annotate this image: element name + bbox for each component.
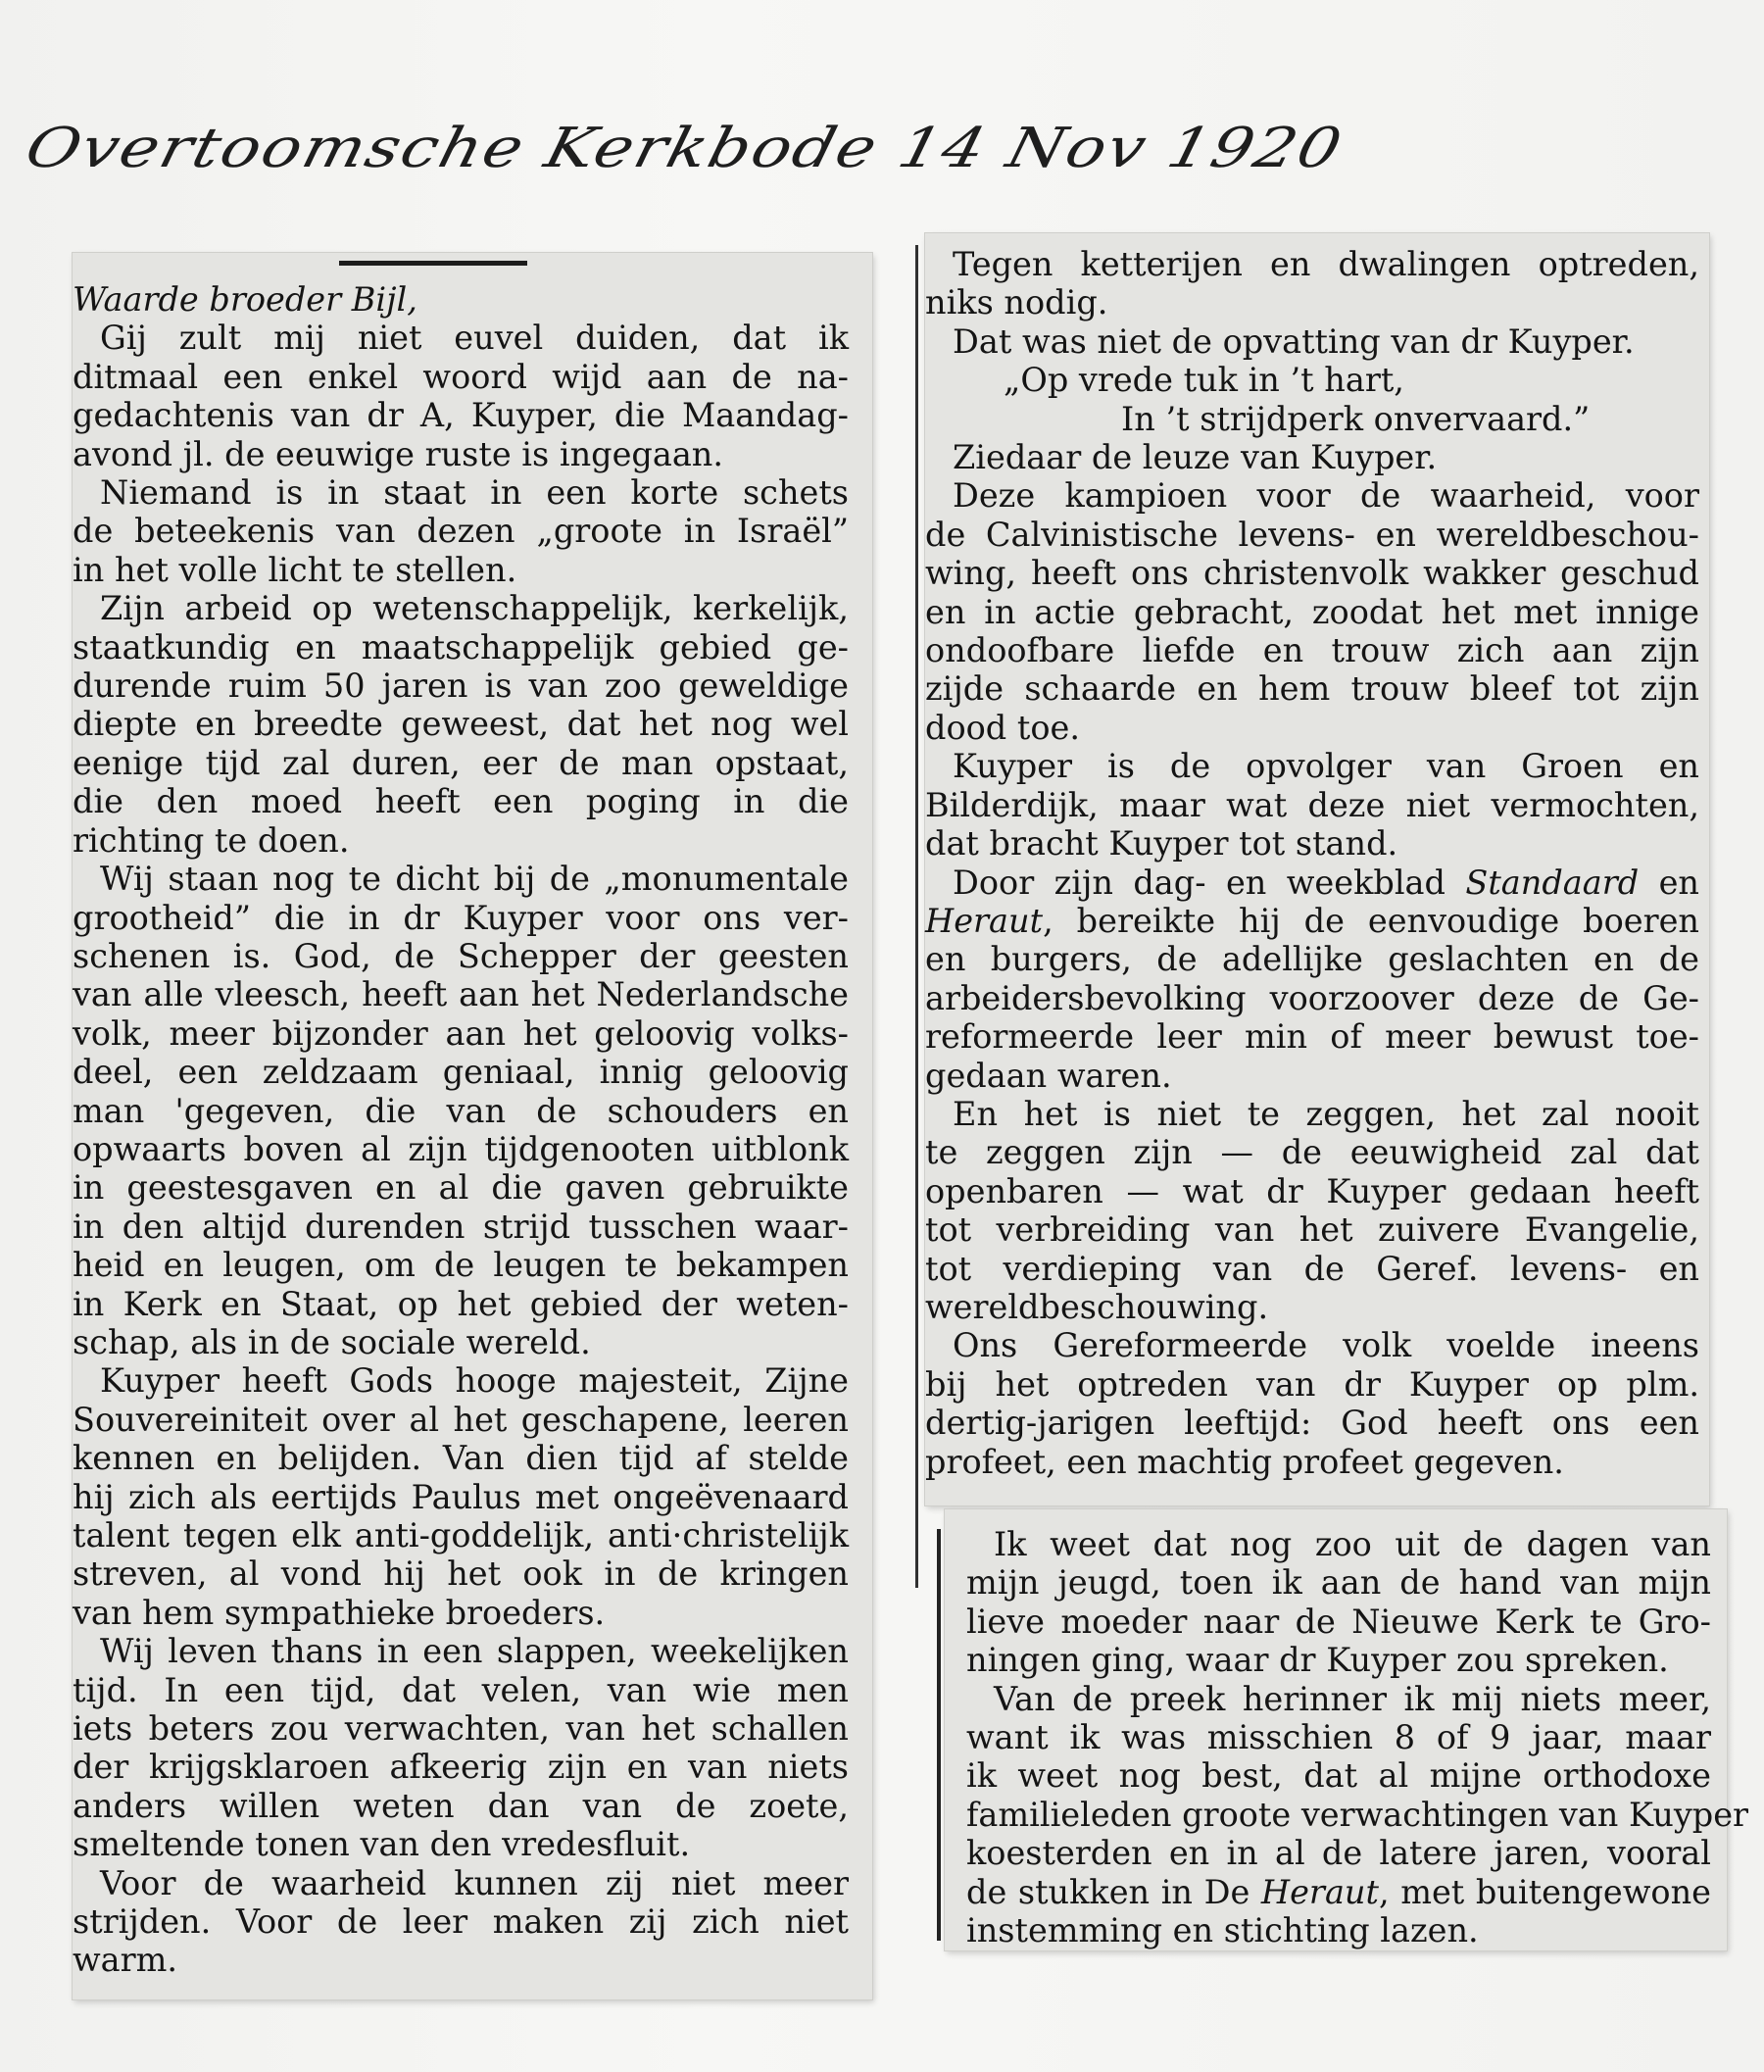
clipping-left-column <box>73 253 872 1999</box>
text-line: Niemand is in staat in een korte schets <box>100 473 849 513</box>
text-line: van hem sympathieke broeders. <box>73 1593 606 1632</box>
text-line: Dat was niet de opvatting van dr Kuyper. <box>953 321 1635 361</box>
left-column-lines <box>73 319 849 1979</box>
text-line: zijde schaarde en hem trouw bleef tot zijn <box>925 669 1699 709</box>
text-line: en in actie gebracht, zoodat het met innige <box>925 592 1699 631</box>
clipping-right-top <box>925 233 1709 1505</box>
text-line: wing, heeft ons christenvolk wakker geschud <box>925 554 1699 593</box>
text-line: dat bracht Kuyper tot stand. <box>925 824 1398 863</box>
text-line: Deze kampioen voor de waarheid, voor <box>953 476 1699 516</box>
text-line: avond jl. de eeuwige ruste is ingegaan. <box>73 434 724 473</box>
text-line: want ik was misschien 8 of 9 jaar, maar <box>966 1718 1711 1757</box>
text-line: te zeggen zijn — de eeuwigheid zal dat <box>925 1133 1699 1172</box>
text-line: en burgers, de adellijke geslachten en de <box>925 940 1699 979</box>
text-line: heid en leugen, om de leugen te bekampen <box>73 1246 849 1285</box>
text-line: bij het optreden van dr Kuyper op plm. <box>925 1364 1699 1404</box>
text-line: de beteekenis van dezen „groote in Israël” <box>73 512 849 551</box>
right-top-text <box>925 245 1699 1481</box>
text-line: Voor de waarheid kunnen zij niet meer <box>100 1863 849 1902</box>
text-line: deel, een zeldzaam geniaal, innig geloovig <box>73 1053 849 1092</box>
text-line: tijd. In een tijd, dat velen, van wie men <box>73 1670 849 1709</box>
text-line: Kuyper heeft Gods hooge majesteit, Zijne <box>100 1361 849 1401</box>
text-line: mijn jeugd, toen ik aan de hand van mijn <box>966 1563 1711 1603</box>
text-line: En het is niet te zeggen, het zal nooit <box>953 1094 1699 1133</box>
column-divider <box>915 245 918 1588</box>
text-line: gedachtenis van dr A, Kuyper, die Maandag- <box>73 396 849 435</box>
right-bottom-text <box>966 1525 1749 1950</box>
text-line: strijden. Voor de leer maken zij zich niet <box>73 1902 849 1942</box>
text-line: schenen is. God, de Schepper der geesten <box>73 936 849 975</box>
text-line: In ’t strijdperk onvervaard.” <box>1121 399 1591 438</box>
text-line: reformeerde leer min of meer bewust toe- <box>925 1017 1699 1057</box>
left-column-text <box>73 280 849 1980</box>
text-line: richting te doen. <box>73 820 350 860</box>
text-line: wereldbeschouwing. <box>925 1287 1269 1326</box>
text-line: iets beters zou verwachten, van het schallen <box>73 1709 849 1749</box>
text-line: hij zich als eertijds Paulus met ongeëvenaard <box>73 1477 849 1516</box>
text-line: Ziedaar de leuze van Kuyper. <box>953 438 1438 477</box>
text-line: arbeidersbevolking voorzoover deze de Ge- <box>925 978 1699 1017</box>
text-line: volk, meer bijzonder aan het geloovig volks- <box>73 1013 849 1053</box>
text-line: grootheid” die in dr Kuyper voor ons ver- <box>73 898 849 937</box>
right-top-lines <box>925 245 1699 1481</box>
text-line: lieve moeder naar de Nieuwe Kerk te Gro- <box>966 1602 1711 1641</box>
text-line: profeet, een machtig profeet gegeven. <box>925 1442 1564 1481</box>
text-line: de stukken in De Heraut, met buitengewone <box>966 1872 1711 1911</box>
text-line: der krijgsklaroen afkeerig zijn en van niets <box>73 1748 849 1787</box>
text-line: opwaarts boven al zijn tijdgenooten uitblonk <box>73 1129 849 1168</box>
text-line: Door zijn dag- en weekblad Standaard en <box>953 863 1699 902</box>
letter-greeting: Waarde broeder Bijl, <box>73 280 417 319</box>
text-line: gedaan waren. <box>925 1056 1172 1095</box>
text-line: Wij leven thans in een slappen, weekelijken <box>100 1632 849 1671</box>
text-line: „Op vrede tuk in ’t hart, <box>1004 361 1404 400</box>
text-line: familieleden groote verwachtingen van Kuyper <box>966 1795 1749 1834</box>
header-rule <box>339 261 527 266</box>
text-line: Ik weet dat nog zoo uit de dagen van <box>994 1525 1711 1563</box>
right-bottom-lines <box>966 1525 1749 1950</box>
text-line: niks nodig. <box>925 283 1108 322</box>
handwritten-header: Overtoomsche Kerkbode 14 Nov 1920 <box>19 116 1350 180</box>
text-line: ik weet nog best, dat al mijne orthodoxe <box>966 1756 1711 1796</box>
text-line: Zijn arbeid op wetenschappelijk, kerkelijk, <box>100 589 849 628</box>
text-line: koesterden en in al de latere jaren, vooral <box>966 1834 1711 1873</box>
text-line: man 'gegeven, die van de schouders en <box>73 1091 849 1130</box>
text-line: ondoofbare liefde en trouw zich aan zijn <box>925 631 1699 670</box>
text-line: eenige tijd zal duren, eer de man opstaat, <box>73 743 849 782</box>
text-line: kennen en belijden. Van dien tijd af stelde <box>73 1439 849 1478</box>
text-line: tot verbreiding van het zuivere Evangelie, <box>925 1210 1699 1250</box>
text-line: Kuyper is de opvolger van Groen en <box>953 747 1699 786</box>
text-line: durende ruim 50 jaren is van zoo geweldige <box>73 666 849 706</box>
text-line: Heraut, bereikte hij de eenvoudige boeren <box>925 901 1699 940</box>
margin-mark <box>937 1529 941 1941</box>
text-line: in Kerk en Staat, op het gebied der weten- <box>73 1284 849 1323</box>
text-line: tot verdieping van de Geref. levens- en <box>925 1249 1699 1288</box>
clipping-right-bottom <box>945 1509 1749 1950</box>
text-line: smeltende tonen van den vredesfluit. <box>73 1825 691 1864</box>
text-line: staatkundig en maatschappelijk gebied ge- <box>73 627 849 666</box>
text-line: schap, als in de sociale wereld. <box>73 1322 591 1361</box>
text-line: talent tegen elk anti-goddelijk, anti·christelijk <box>73 1516 849 1554</box>
text-line: Ons Gereformeerde volk voelde ineens <box>953 1326 1699 1365</box>
text-line: instemming en stichting lazen. <box>966 1911 1479 1950</box>
text-line: in het volle licht te stellen. <box>73 550 517 589</box>
text-line: die den moed heeft een poging in die <box>73 782 849 821</box>
text-line: openbaren — wat dr Kuyper gedaan heeft <box>925 1171 1699 1210</box>
text-line: Souvereiniteit over al het geschapene, leeren <box>73 1400 849 1439</box>
text-line: Wij staan nog te dicht bij de „monumentale <box>100 860 849 899</box>
text-line: in den altijd durenden strijd tusschen waar- <box>73 1207 849 1246</box>
text-line: streven, al vond hij het ook in de kringen <box>73 1554 849 1594</box>
text-line: ningen ging, waar dr Kuyper zou spreken. <box>966 1641 1669 1680</box>
text-line: diepte en breedte geweest, dat het nog wel <box>73 705 849 744</box>
text-line: dertig-jarigen leeftijd: God heeft ons een <box>925 1404 1699 1443</box>
text-line: ditmaal een enkel woord wijd aan de na- <box>73 357 849 396</box>
text-line: Van de preek herinner ik mij niets meer, <box>994 1679 1711 1718</box>
text-line: van alle vleesch, heeft aan het Nederlandsche <box>73 975 849 1014</box>
text-line: Gij zult mij niet euvel duiden, dat ik <box>100 319 849 358</box>
text-line: in geestesgaven en al die gaven gebruikte <box>73 1168 849 1208</box>
text-line: warm. <box>73 1941 178 1980</box>
text-line: Bilderdijk, maar wat deze niet vermochten, <box>925 785 1699 824</box>
text-line: de Calvinistische levens- en wereldbeschou- <box>925 515 1699 554</box>
text-line: dood toe. <box>925 708 1080 747</box>
text-line: anders willen weten dan van de zoete, <box>73 1786 849 1825</box>
text-line: Tegen ketterijen en dwalingen optreden, <box>953 245 1699 283</box>
